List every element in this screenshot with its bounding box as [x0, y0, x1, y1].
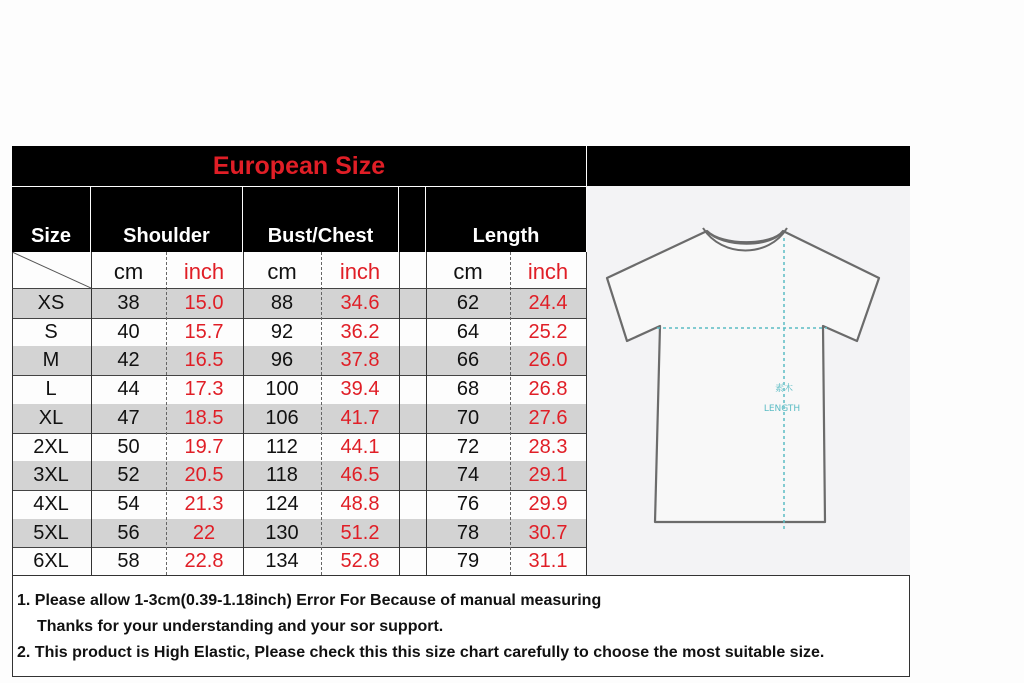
cell-bust-cm: 88: [270, 292, 294, 314]
cell-length-in: 24.4: [528, 292, 568, 314]
unit-cm: cm: [267, 258, 297, 284]
cell-shoulder-in: 15.7: [184, 320, 224, 343]
unit-divider: [166, 252, 167, 575]
header-size: Size: [12, 187, 90, 252]
unit-inch: inch: [183, 258, 225, 284]
cell-shoulder-cm: 50: [117, 435, 140, 458]
cell-length-in: 26.0: [528, 349, 568, 372]
chart-title: European Size: [12, 146, 586, 186]
cell-bust-in: 39.4: [340, 378, 380, 401]
cell-shoulder-cm: 54: [117, 492, 140, 515]
cell-length-in: 25.2: [528, 320, 568, 343]
column-divider: [399, 252, 400, 575]
cell-length-in: 29.1: [528, 464, 568, 487]
unit-cm: cm: [453, 258, 483, 284]
table-border: [586, 252, 587, 575]
cell-shoulder-in: 22: [192, 521, 216, 544]
cell-shoulder-cm: 38: [117, 292, 140, 314]
cell-length-cm: 79: [456, 550, 480, 573]
cell-shoulder-in: 22.8: [184, 550, 224, 573]
cell-shoulder-in: 17.3: [184, 378, 224, 401]
diagonal-corner-cell: [12, 252, 91, 288]
cell-bust-cm: 100: [265, 378, 299, 401]
cell-size: L: [45, 378, 57, 401]
cell-shoulder-in: 15.0: [184, 292, 224, 314]
header-length: Length: [426, 187, 586, 252]
cell-bust-in: 41.7: [340, 406, 380, 429]
cell-bust-in: 52.8: [340, 550, 380, 573]
note-1: 1. Please allow 1-3cm(0.39-1.18inch) Error For Because of manual measuring: [17, 592, 602, 609]
cell-length-in: 29.9: [528, 492, 568, 515]
cell-shoulder-in: 18.5: [184, 406, 224, 429]
cell-length-cm: 72: [456, 435, 480, 458]
unit-inch: inch: [339, 258, 381, 284]
cell-length-in: 28.3: [528, 435, 568, 458]
cell-bust-in: 37.8: [340, 349, 380, 372]
cell-length-cm: 66: [456, 349, 480, 372]
cell-bust-cm: 92: [270, 320, 294, 343]
cell-length-cm: 64: [456, 320, 480, 343]
column-divider: [426, 252, 427, 575]
cell-size: 5XL: [33, 521, 69, 544]
notes-box: [12, 575, 910, 677]
row-divider: [12, 288, 586, 289]
header-bust: Bust/Chest: [243, 187, 398, 252]
unit-divider: [510, 252, 511, 575]
cell-bust-in: 44.1: [340, 435, 380, 458]
cell-bust-cm: 112: [266, 435, 298, 458]
cell-size: XL: [38, 406, 64, 429]
cell-length-cm: 76: [456, 492, 480, 515]
cell-shoulder-cm: 52: [117, 464, 140, 487]
cell-shoulder-in: 16.5: [184, 349, 224, 372]
cell-size: XS: [37, 292, 65, 314]
unit-cm: cm: [113, 258, 144, 284]
cell-length-in: 26.8: [528, 378, 568, 401]
cell-size: S: [44, 320, 58, 343]
cell-bust-in: 36.2: [340, 320, 380, 343]
cell-length-cm: 68: [456, 378, 480, 401]
cell-bust-in: 46.5: [340, 464, 380, 487]
cell-length-cm: 78: [456, 521, 480, 544]
cell-length-in: 31.1: [528, 550, 568, 573]
cell-bust-cm: 118: [266, 464, 298, 487]
cell-shoulder-cm: 58: [117, 550, 140, 573]
cell-shoulder-cm: 47: [117, 406, 140, 429]
cell-size: 2XL: [33, 435, 69, 458]
header-spacer: [399, 187, 425, 252]
cell-shoulder-cm: 42: [117, 349, 140, 372]
cell-bust-in: 51.2: [340, 521, 380, 544]
cell-shoulder-cm: 44: [117, 378, 140, 401]
cell-shoulder-cm: 56: [117, 521, 140, 544]
cell-bust-cm: 130: [265, 521, 299, 544]
tshirt-icon: [587, 186, 910, 575]
cell-size: 6XL: [33, 550, 69, 573]
cell-size: 3XL: [33, 464, 69, 487]
cell-length-cm: 70: [456, 406, 480, 429]
column-divider: [243, 252, 244, 575]
cell-length-in: 30.7: [528, 521, 568, 544]
cell-length-cm: 62: [456, 292, 480, 314]
cell-size: M: [42, 349, 60, 372]
image-header-bar: [587, 146, 910, 186]
length-label: LENGTH: [763, 404, 801, 414]
cell-shoulder-in: 20.5: [184, 464, 224, 487]
note-1-continued: Thanks for your understanding and your sor support.: [37, 618, 444, 635]
cell-shoulder-cm: 40: [117, 320, 140, 343]
cell-bust-in: 34.6: [340, 292, 380, 314]
column-divider: [91, 252, 92, 575]
length-glyph: 素木: [774, 384, 794, 394]
cell-bust-cm: 96: [270, 349, 294, 372]
cell-shoulder-in: 19.7: [184, 435, 224, 458]
header-shoulder: Shoulder: [91, 187, 242, 252]
cell-length-cm: 74: [456, 464, 480, 487]
tshirt-diagram-panel: [587, 186, 910, 575]
cell-length-in: 27.6: [528, 406, 568, 429]
unit-divider: [321, 252, 322, 575]
cell-size: 4XL: [33, 492, 69, 515]
cell-bust-cm: 134: [265, 550, 299, 573]
unit-inch: inch: [527, 258, 569, 284]
note-2: 2. This product is High Elastic, Please check this this size chart carefully to choose the most suitable size.: [17, 644, 825, 661]
cell-shoulder-in: 21.3: [184, 492, 224, 515]
table-border: [12, 252, 13, 575]
cell-bust-cm: 106: [265, 406, 299, 429]
cell-bust-in: 48.8: [340, 492, 380, 515]
cell-bust-cm: 124: [265, 492, 299, 515]
